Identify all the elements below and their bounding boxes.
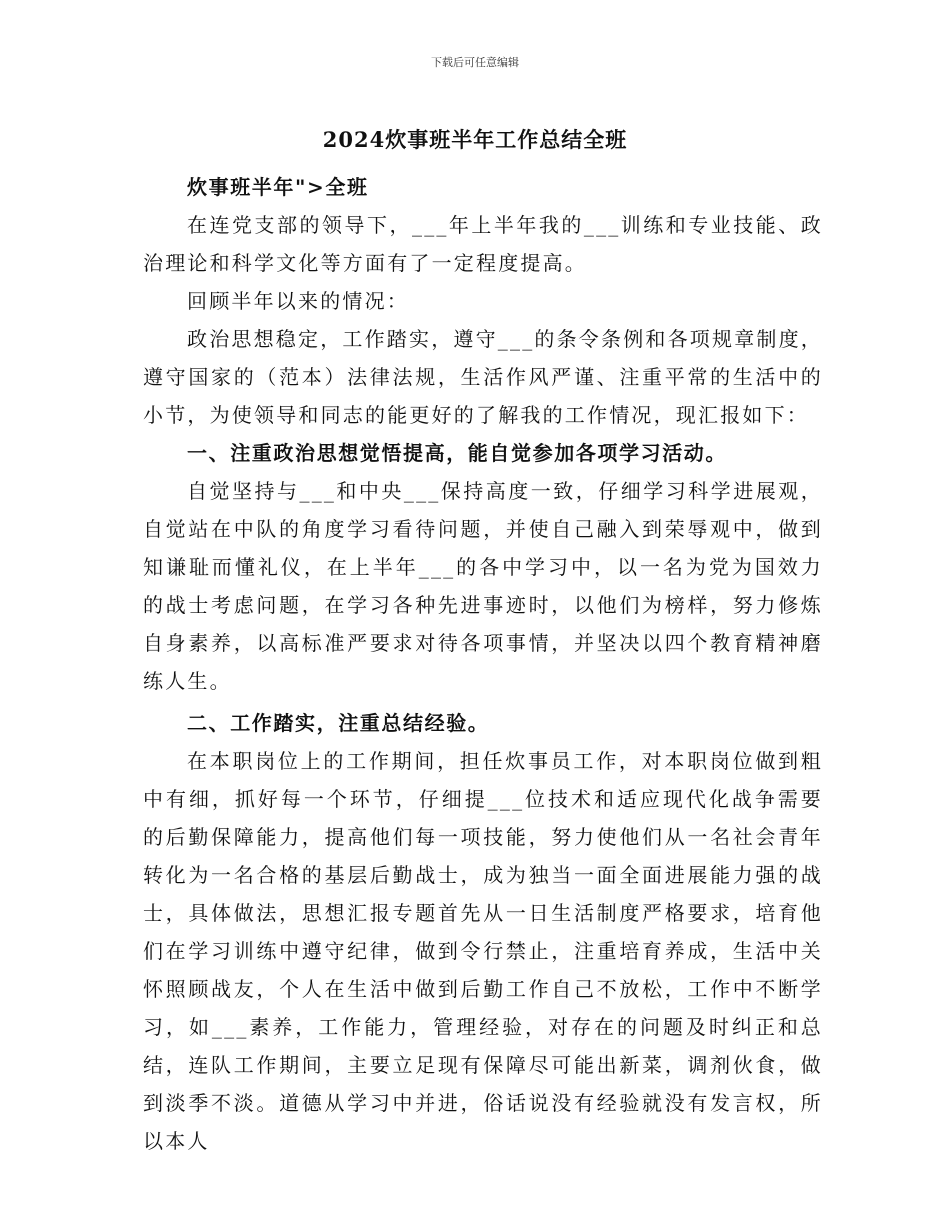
paragraph-review: 回顾半年以来的情况： xyxy=(187,289,409,313)
document-title: 2024炊事班半年工作总结全班 xyxy=(322,127,628,152)
paragraph-work: 在本职岗位上的工作期间，担任炊事员工作，对本职岗位做到粗中有细，抓好每一个环节，仔细提___位技术和适应现代化战争需要的后勤保障能力，提高他们每一项技能，努力使他们从一名社会青年转化为一名合格的基层后勤战士，成为独当一面全面进展能力强的战士，具体做法，思想汇报专题首先从一日生活制度严格要求，培育他们在学习训练中遵守纪律，做到令行禁止，注重培育养成，生活中关怀照顾战友，个人在生活中做到后勤工作自己不放松，工作中不断学习，如___素养，工作能力，管理经验，对存在的问题及时纠正和总结，连队工作期间，主要立足现有保障尽可能出新菜，调剂伙食，做到淡季不淡。道德从学习中并进，俗话说没有经验就没有发言权，所以本人 xyxy=(143,749,823,1153)
paragraph-politics: 政治思想稳定，工作踏实，遵守___的条令条例和各项规章制度，遵守国家的（范本）法律法规，生活作风严谨、注重平常的生活中的小节，为使领导和同志的能更好的了解我的工作情况，现汇报如下： xyxy=(143,327,823,427)
section-heading-1: 一、注重政治思想觉悟提高，能自觉参加各项学习活动。 xyxy=(187,441,727,465)
section-subtitle: 炊事班半年">全班 xyxy=(187,175,369,199)
document-body xyxy=(143,168,823,1160)
paragraph-intro: 在连党支部的领导下，___年上半年我的___训练和专业技能、政治理论和科学文化等方面有了一定程度提高。 xyxy=(143,213,823,275)
section-heading-2: 二、工作踏实，注重总结经验。 xyxy=(187,711,490,735)
header-note: 下载后可任意编辑 xyxy=(431,56,519,69)
paragraph-study: 自觉坚持与___和中央___保持高度一致，仔细学习科学进展观，自觉站在中队的角度学习看待问题，并使自己融入到荣辱观中，做到知谦耻而懂礼仪，在上半年___的各中学习中，以一名为党为国效力的战士考虑问题，在学习各种先进事迹时，以他们为榜样，努力修炼自身素养，以高标准严要求对待各项事情，并坚决以四个教育精神磨练人生。 xyxy=(143,479,823,693)
